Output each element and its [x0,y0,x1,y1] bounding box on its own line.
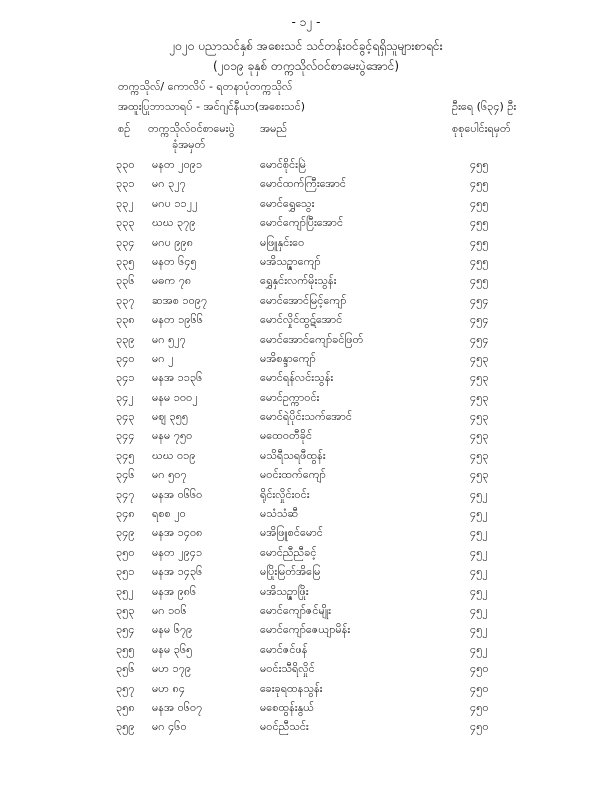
row-name: မောင်ကျော်ဇင်မျိုး [260,603,331,617]
table-row [0,565,612,584]
table-row [0,177,612,196]
row-roll-number: မဂ ၂ [152,351,174,365]
row-mark: ၄၅၃ [470,390,489,404]
table-row [0,604,612,623]
row-number: ၃၃၈ [116,313,135,327]
row-name: မောင်လှိုင်ထွဋ်အောင် [260,313,343,327]
row-roll-number: မနအ ၁၁၃၆ [152,371,203,385]
row-name: မောင်ညီညီခင့် [260,545,317,559]
row-name: ရိုင်းလှိုင်းဝင်း [260,487,310,501]
table-row [0,546,612,565]
row-roll-number: ဃဃ ၀၁၉ [152,448,196,462]
row-mark: ၄၅၀ [470,700,489,714]
row-roll-number: မနမ ၁၀၀၂ [152,390,198,404]
table-row [0,391,612,410]
row-name: မောင်ကျော်ပြီးအောင် [260,216,344,230]
row-mark: ၄၅၂ [470,545,488,559]
row-mark: ၄၅၄ [470,332,489,346]
row-mark: ၄၅၂ [470,603,488,617]
row-name: မပြိုးမြတ်အိမြေ [260,565,321,579]
row-mark: ၄၅၃ [470,429,489,443]
row-roll-number: မဈ ၃၅၅ [152,410,189,424]
row-roll-number: မဟ ၁၇၉ [152,662,192,676]
table-row [0,333,612,352]
row-roll-number: မဂ ၃၂၇ [152,177,186,191]
row-number: ၃၄၇ [116,487,135,501]
row-roll-number: မဂပ ၁၁၂၂ [152,196,198,210]
row-name: မဝင်ညီသင်း [260,720,309,734]
student-list [0,158,612,740]
table-row [0,429,612,448]
row-roll-number: မနမ ၆၇၉ [152,623,193,637]
header-name: အမည် [260,122,288,135]
row-number: ၃၅၇ [116,681,135,695]
row-roll-number: မဂပ ၉၉၈ [152,235,193,249]
row-name: မသံသံဆီ [260,507,299,521]
row-mark: ၄၅၄ [470,293,489,307]
row-number: ၃၃၂ [116,196,134,210]
table-row [0,313,612,332]
header-no: စဉ် [118,122,131,135]
row-mark: ၄၅၂ [470,565,488,579]
table-row [0,701,612,720]
row-name: မောင်အောင်ကျော်ခင်ဖြတ် [260,332,364,346]
row-mark: ၄၅၃ [470,468,489,482]
row-name: မောင်ကျော်ဇေယျာမိန်း [260,623,351,637]
row-number: ၃၄၈ [116,507,135,521]
row-mark: ၄၅၂ [470,584,488,598]
row-roll-number: မဟ ၈၄ [152,681,186,695]
row-mark: ၄၅၃ [470,410,489,424]
row-name: မအိသဉ္ဇာကျော် [260,254,321,268]
row-mark: ၄၅၅ [470,196,489,210]
row-number: ၃၃၅ [116,254,135,268]
row-name: မောင်အောင်မြင့်ကျော် [260,293,347,307]
row-roll-number: မနတ ၁၉၆၆ [152,313,203,327]
row-roll-number: မနမ ၃၆၅ [152,642,193,656]
row-name: မထေဝတီခိုင် [260,429,313,443]
table-row [0,294,612,313]
row-number: ၃၅၄ [116,623,135,637]
row-mark: ၄၅၅ [470,177,489,191]
row-roll-number: မနမ ၇၅၀ [152,429,193,443]
major-line: အထူးပြုဘာသာရပ် - အင်ဂျင်နီယာ(အစေးသင်) [118,100,306,113]
row-number: ၃၃၇ [116,293,135,307]
page-number: - ၁၂ - [291,15,321,29]
row-roll-number: မနအ ၀၆၆၀ [152,487,203,501]
row-roll-number: မနအ ၉၈၆ [152,584,197,598]
row-number: ၃၅၉ [116,720,135,734]
row-mark: ၄၅၃ [470,371,489,385]
table-row [0,468,612,487]
table-row [0,255,612,274]
row-mark: ၄၅၀ [470,681,489,695]
row-name: မအိသဉ္ဇာဖြိုး [260,584,309,598]
row-mark: ၄၅၃ [470,448,489,462]
row-number: ၃၃၄ [116,235,135,249]
row-name: ရွှေနှင်းလက်မိုးသွန်း [260,274,337,288]
row-name: မောင်စိုင်းမြဲ [260,158,307,171]
document-subtitle: (၂၀၁၉ ခုနှစ် တက္ကသိုလ်ဝင်စာမေးပွဲအောင်) [212,59,400,73]
row-roll-number: မဂ ၅၀၇ [152,468,187,482]
row-number: ၃၄၆ [116,468,135,482]
row-roll-number: မနတ ၆၄၅ [152,254,197,268]
table-row [0,662,612,681]
row-name: ခေးခုရထနသွန်း [260,681,323,695]
document-title: ၂၀၂၀ ပညာသင်နှစ် အစေးသင် သင်တန်းဝင်ခွင့်ရရှိသူများစာရင်း [169,39,443,53]
row-roll-number: မနအ ၁၄၃၆ [152,565,203,579]
row-roll-number: ဆအစ ၁၀၉၇ [152,293,208,307]
row-number: ၃၄၁ [116,371,135,385]
table-row [0,585,612,604]
table-row [0,410,612,429]
table-row [0,720,612,739]
row-number: ၃၅၀ [116,545,135,559]
row-name: မဖြူနှင်းဝေ [260,235,305,249]
row-number: ၃၃၉ [116,332,135,346]
row-number: ၃၅၆ [116,662,135,676]
row-mark: ၄၅၂ [470,526,488,540]
row-number: ၃၅၁ [116,565,135,579]
header-mark: စုစုပေါင်းရမှတ် [452,122,511,135]
table-row [0,449,612,468]
row-roll-number: မနအ ၁၄၀၈ [152,526,203,540]
row-number: ၃၅၂ [116,584,134,598]
table-row [0,682,612,701]
row-roll-number: မနတ ၂၀၉၁ [152,158,203,171]
row-mark: ၄၅၂ [470,507,488,521]
table-row [0,352,612,371]
row-number: ၃၄၅ [116,448,135,462]
row-number: ၃၄၂ [116,390,134,404]
row-mark: ၄၅၃ [470,351,489,365]
row-roll-number: မဓက ၇၈ [152,274,192,288]
row-mark: ၄၅၅ [470,235,489,249]
row-name: မဝင်းသီရိလှိုင် [260,662,315,676]
university-line: တက္ကသိုလ်/ ကောလိပ် - ရတနာပုံတက္ကသိုလ် [118,80,293,93]
row-mark: ၄၅၅ [470,274,489,288]
row-mark: ၄၅၄ [470,313,489,327]
table-row [0,623,612,642]
table-row [0,197,612,216]
row-number: ၃၅၅ [116,642,135,656]
row-mark: ၄၅၂ [470,487,488,501]
row-name: မသိရီသရဖီထွန်း [260,448,326,462]
header-roll: တက္ကသိုလ်ဝင်စာမေးပွဲ [148,122,235,135]
table-row [0,643,612,662]
row-number: ၃၄၃ [116,410,135,424]
row-number: ၃၅၈ [116,700,135,714]
row-mark: ၄၅၂ [470,642,488,656]
table-row [0,371,612,390]
table-row [0,216,612,235]
row-name: မောင်ထက်ကြီးအောင် [260,177,346,191]
table-row [0,274,612,293]
row-roll-number: မဂ ၄၆၀ [152,720,187,734]
row-mark: ၄၅၅ [470,254,489,268]
table-row [0,507,612,526]
row-mark: ၄၅၅ [470,158,489,171]
row-roll-number: ရစစ ၂၀ [152,507,186,521]
header-roll-line2: ခုံအမှတ် [172,138,206,151]
row-name: မစေထွန်းနွယ် [260,700,314,714]
table-row [0,488,612,507]
row-mark: ၄၅၀ [470,720,489,734]
row-name: မောင်ရန်လင်းသွန်း [260,371,334,385]
table-row [0,236,612,255]
table-row [0,158,612,177]
row-name: မောင်ရဲပိုင်းသက်အောင် [260,410,353,424]
row-name: မဝင်းထက်ကျော် [260,468,326,482]
row-mark: ၄၅၀ [470,662,489,676]
row-number: ၃၃၆ [116,274,135,288]
row-number: ၃၄၄ [116,429,135,443]
row-roll-number: မနတ ၂၉၄၁ [152,545,203,559]
row-number: ၃၄၉ [116,526,135,540]
row-number: ၃၃၀ [116,158,135,171]
row-roll-number: မဂ ၅၂၇ [152,332,186,346]
row-name: မောင်ဥက္ကာဝင်း [260,390,320,404]
row-mark: ၄၅၅ [470,216,489,230]
total-count: ဦးရေ (၆၃၄) ဦး [452,100,517,113]
row-name: မအိစန္ဒာကျော် [260,351,316,365]
row-roll-number: မနအ ၀၆၀၇ [152,700,203,714]
row-number: ၃၄၀ [116,351,135,365]
row-name: မအိဖြူစင်မောင် [260,526,323,540]
row-number: ၃၃၃ [116,216,135,230]
table-row [0,526,612,545]
row-number: ၃၃၁ [116,177,135,191]
row-number: ၃၅၃ [116,603,135,617]
row-roll-number: မဂ ၁၀၆ [152,603,187,617]
row-roll-number: ဃဃ ၃၇၉ [152,216,196,230]
row-name: မောင်ဇင်ဖန် [260,642,308,656]
row-mark: ၄၅၂ [470,623,488,637]
row-name: မောင်ရွှေသွေး [260,196,315,210]
